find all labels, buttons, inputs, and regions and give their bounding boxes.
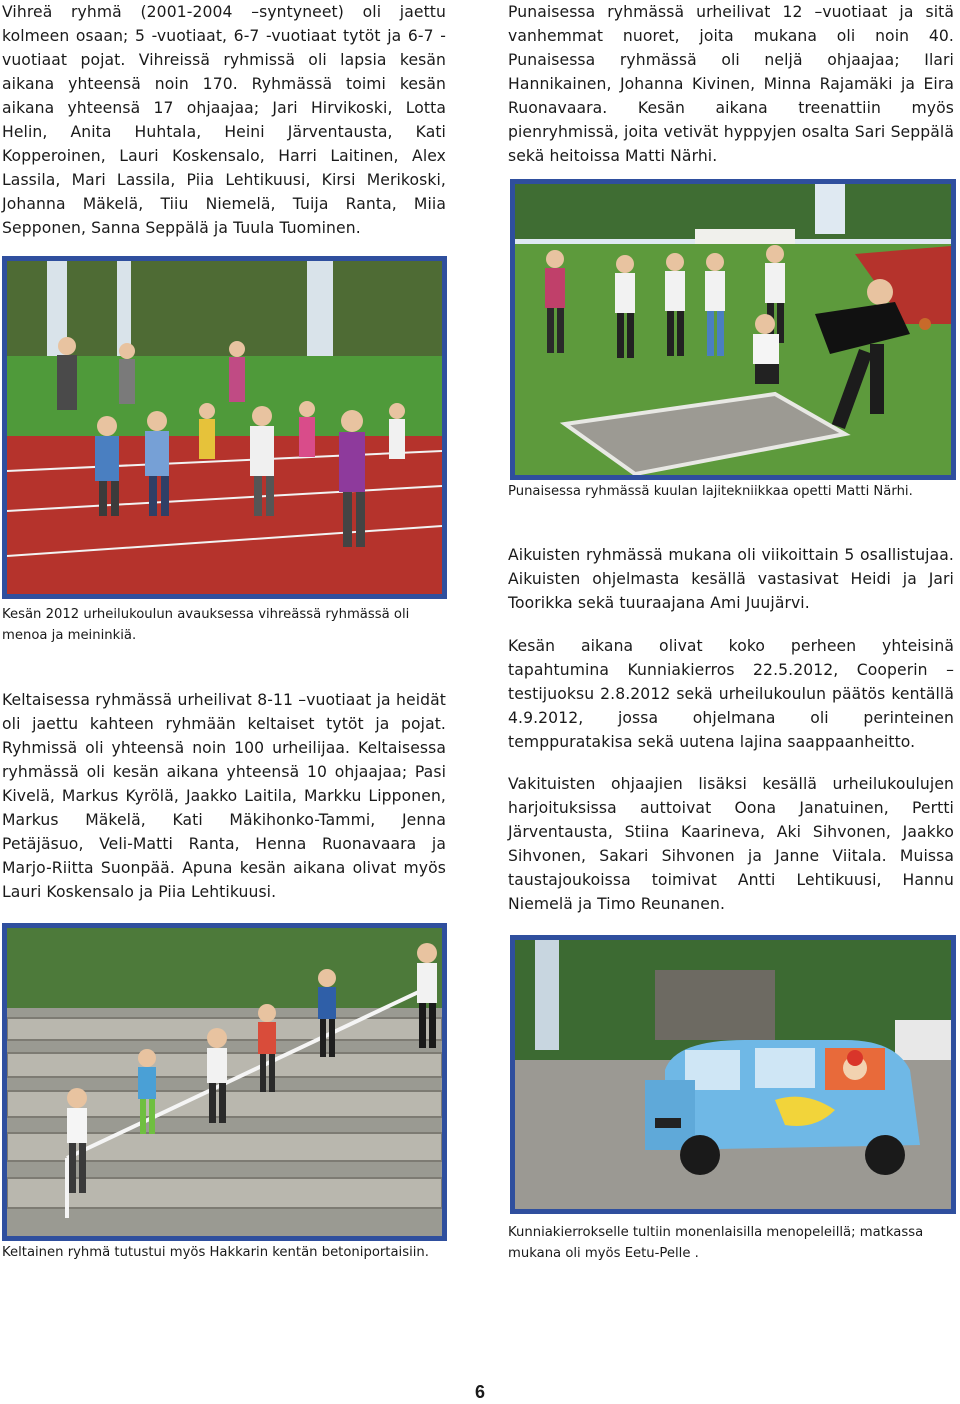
paragraph-helper-coaches: Vakituisten ohjaajien lisäksi kesällä urheilukoulujen harjoituksissa auttoivat Oona Janatuinen, Pertti Järventausta, Stiina Kaarineva, Aki Sihvonen, Jaakko Sihvonen, Sakari Sihvonen ja Janne Viitala. Muissa taustajoukoissa toimivat Antti Lehtikuusi, Hannu Niemelä ja Timo Reunanen. <box>508 775 954 913</box>
paragraph-green-group: Vihreä ryhmä (2001-2004 –syntyneet) oli jaettu kolmeen osaan; 5 -vuotiaat, 6-7 -vuotiaat tytöt ja 6-7 -vuotiaat pojat. Vihreissä ryhmissä oli lapsia kesän aikana yhteensä noin 170. Ryhmässä toimi kesän aikana yhteensä 17 ohjaajaa; Jari Hirvikoski, Lotta Helin, Anita Huhtala, Heini Järventausta, Kati Kopperoinen, Lauri Koskensalo, Harri Laitinen, Alex Lassila, Mari Lassila, Piia Lehtikuusi, Kirsi Merikoski, Johanna Mäkelä, Tiiu Niemelä, Tuija Ranta, Miia Sepponen, Sanna Seppälä ja Tuula Tuominen. <box>2 3 446 237</box>
page-number: 6 <box>474 1382 485 1402</box>
stairs-kids-illustration <box>7 928 442 1236</box>
caption-yellow-group: Keltainen ryhmä tutustui myös Hakkarin kentän betoniportaisiin. <box>2 1245 429 1260</box>
shot-put-illustration <box>515 184 951 475</box>
paragraph-red-group: Punaisessa ryhmässä urheilivat 12 –vuotiaat ja sitä vanhemmat nuoret, joita mukana oli noin 40. Punaisessa ryhmässä oli neljä ohjaajaa; Ilari Hannikainen, Johanna Kivinen, Minna Rajamäki ja Eira Ruonavaara. Kesän aikana treenattiin myös pienryhmissä, joita vetivät hyppyjen osalta Sari Seppälä sekä heitoissa Matti Närhi. <box>508 3 954 165</box>
photo-green-group-running <box>2 256 447 599</box>
photo-yellow-group-stairs <box>2 923 447 1241</box>
paragraph-adults-group: Aikuisten ryhmässä mukana oli viikoittain 5 osallistujaa. Aikuisten ohjelmasta kesällä vastasivat Heidi ja Jari Toorikka sekä tuuraajana Ami Juujärvi. <box>508 546 954 612</box>
clown-car-illustration <box>515 940 951 1209</box>
caption-green-group: Kesän 2012 urheilukoulun avauksessa vihreässä ryhmässä oli menoa ja meininkiä. <box>2 607 410 643</box>
caption-red-group: Punaisessa ryhmässä kuulan lajitekniikkaa opetti Matti Närhi. <box>508 484 913 499</box>
paragraph-yellow-group: Keltaisessa ryhmässä urheilivat 8-11 –vuotiaat ja heidät oli jaettu kahteen ryhmään keltaiset tytöt ja pojat. Ryhmissä oli yhteensä noin 100 urheilijaa. Keltaisessa ryhmässä oli kesän aikana yhteensä 10 ohjaajaa; Pasi Kivelä, Markus Kyrölä, Jaakko Laitila, Markku Lipponen, Markus Mäkelä, Kati Mäkihonko-Tammi, Jenna Petäjäsuo, Veli-Matti Ranta, Henna Ruonavaara ja Marjo-Riitta Suonpää. Apuna kesän aikana olivat myös Lauri Koskensalo ja Piia Lehtikuusi. <box>2 691 446 901</box>
paragraph-family-events: Kesän aikana olivat koko perheen yhteisinä tapahtumina Kunniakierros 22.5.2012, Cooperin –testijuoksu 2.8.2012 sekä urheilukoulun päätös kentällä 4.9.2012, jossa ohjelmana oli perinteinen temppuratakisa sekä uutena lajina saappaanheitto. <box>508 637 954 751</box>
photo-clown-car <box>510 935 956 1214</box>
caption-clown-car: Kunniakierrokselle tultiin monenlaisilla menopeleillä; matkassa mukana oli myös Eetu-Pelle . <box>508 1225 924 1261</box>
running-kids-illustration <box>7 261 442 594</box>
photo-red-group-shot-put <box>510 179 956 480</box>
